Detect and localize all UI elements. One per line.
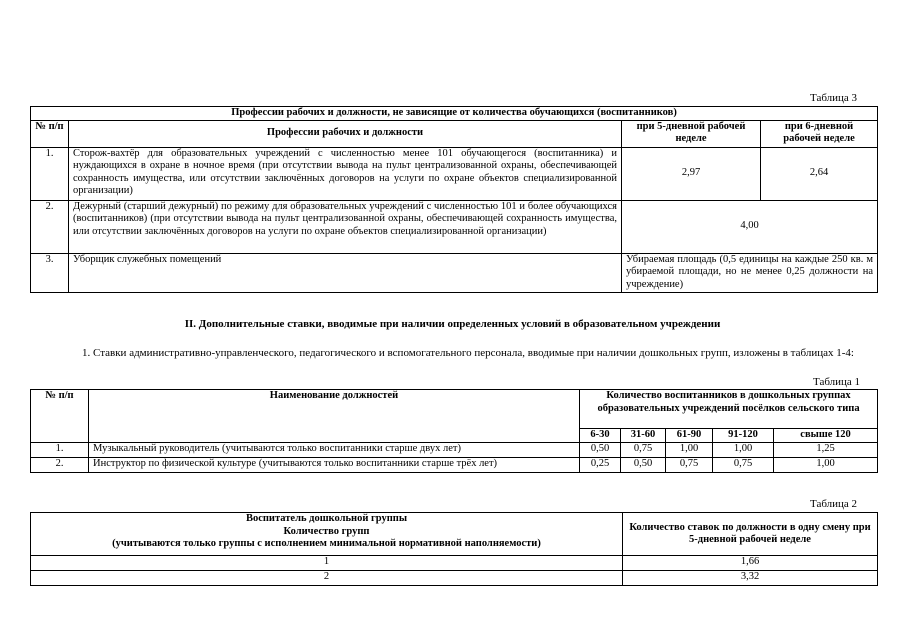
col-header-range: свыше 120 [774,429,878,443]
table2-caption: Таблица 2 [810,498,858,510]
row-value: 0,25 [580,457,621,472]
table-header-row [31,513,878,556]
section-title: II. Дополнительные ставки, вводимые при наличии определенных условий в образовательном учреждении [184,318,721,330]
col-header-range: 6-30 [580,429,621,443]
row-value: 1,00 [666,442,713,457]
row-value: Убираемая площадь (0,5 единицы на каждые 250 кв. м убираемой площади, но не менее 0,25 должности на учреждение) [622,253,878,292]
row-value: 1,25 [774,442,878,457]
row-value: 0,50 [580,442,621,457]
col-header-groups [31,513,623,556]
row-value: 1,00 [713,442,774,457]
row-groups: 2 [31,571,623,586]
row-profession: Сторож-вахтёр для образовательных учреждений с численностью менее 101 обучающегося (воспитанника) и нуждающихся в охране в ночное время (при отсутствии вывода на пульт централизованной охраны, обеспечивающей сохранность имущества, или отсутствии заключённых договоров на услуги по охране объектов специализированной организации) [69,147,622,200]
col-header-rate: Количество ставок по должности в одну смену при 5-дневной рабочей неделе [623,513,878,556]
table3-title-row [31,107,878,121]
table-row [31,556,878,571]
row-rate: 3,32 [623,571,878,586]
col-header-range: 31-60 [621,429,666,443]
row-num: 2. [31,200,69,253]
row-value: 0,50 [621,457,666,472]
row-num: 1. [31,442,89,457]
groups-label: Количество групп [283,525,370,537]
col-header-range: 91-120 [713,429,774,443]
row-groups: 1 [31,556,623,571]
groups-note: (учитываются только группы с исполнением минимальной нормативной наполняемости) [112,538,541,549]
table-1 [30,389,878,473]
table2-title: Воспитатель дошкольной группы [245,513,408,524]
row-value-6day: 2,64 [761,147,878,200]
table3-caption: Таблица 3 [810,92,858,104]
col-header-count: Количество воспитанников в дошкольных группах образовательных учреждений посёлков сельского типа [580,390,878,429]
table-2 [30,512,878,586]
table-row [31,457,878,472]
col-header-range: 61-90 [666,429,713,443]
row-profession: Дежурный (старший дежурный) по режиму для образовательных учреждений с численностью 101 и более обучающихся (воспитанников) (при отсутствии вывода на пульт централизованной охраны, обеспечивающей сохранность имущества, или отсутствии заключённых договоров на услуги по охране объектов специализированной организации) [69,200,622,253]
table-header-row [31,390,878,429]
table3-title: Профессии рабочих и должности, не зависящие от количества обучающихся (воспитанников) [31,107,878,121]
row-name: Инструктор по физической культуре (учитываются только воспитанники старше трёх лет) [89,457,580,472]
col-header-num: № п/п [31,120,69,147]
col-header-professions: Профессии рабочих и должности [69,120,622,147]
row-value: 1,00 [774,457,878,472]
row-num: 3. [31,253,69,292]
row-num: 1. [31,147,69,200]
row-value: 0,75 [621,442,666,457]
table-row [31,571,878,586]
table-row [31,200,878,253]
col-header-5day: при 5-дневной рабочей неделе [622,120,761,147]
table-row [31,442,878,457]
table-3 [30,106,878,293]
table-row [31,147,878,200]
row-value: 0,75 [713,457,774,472]
table-header-row [31,120,878,147]
paragraph: 1. Ставки административно-управленческого, педагогического и вспомогательного персонала, вводимые при наличии дошкольных групп, изложены в таблицах 1-4: [82,347,854,359]
row-value: 0,75 [666,457,713,472]
row-num: 2. [31,457,89,472]
col-header-6day: при 6-дневной рабочей неделе [761,120,878,147]
row-value-5day: 2,97 [622,147,761,200]
row-value: 4,00 [622,200,878,253]
row-profession: Уборщик служебных помещений [69,253,622,292]
col-header-name: Наименование должностей [89,390,580,443]
table-row [31,253,878,292]
row-rate: 1,66 [623,556,878,571]
table1-caption: Таблица 1 [813,376,861,388]
col-header-num: № п/п [31,390,89,443]
row-name: Музыкальный руководитель (учитываются только воспитанники старше двух лет) [89,442,580,457]
